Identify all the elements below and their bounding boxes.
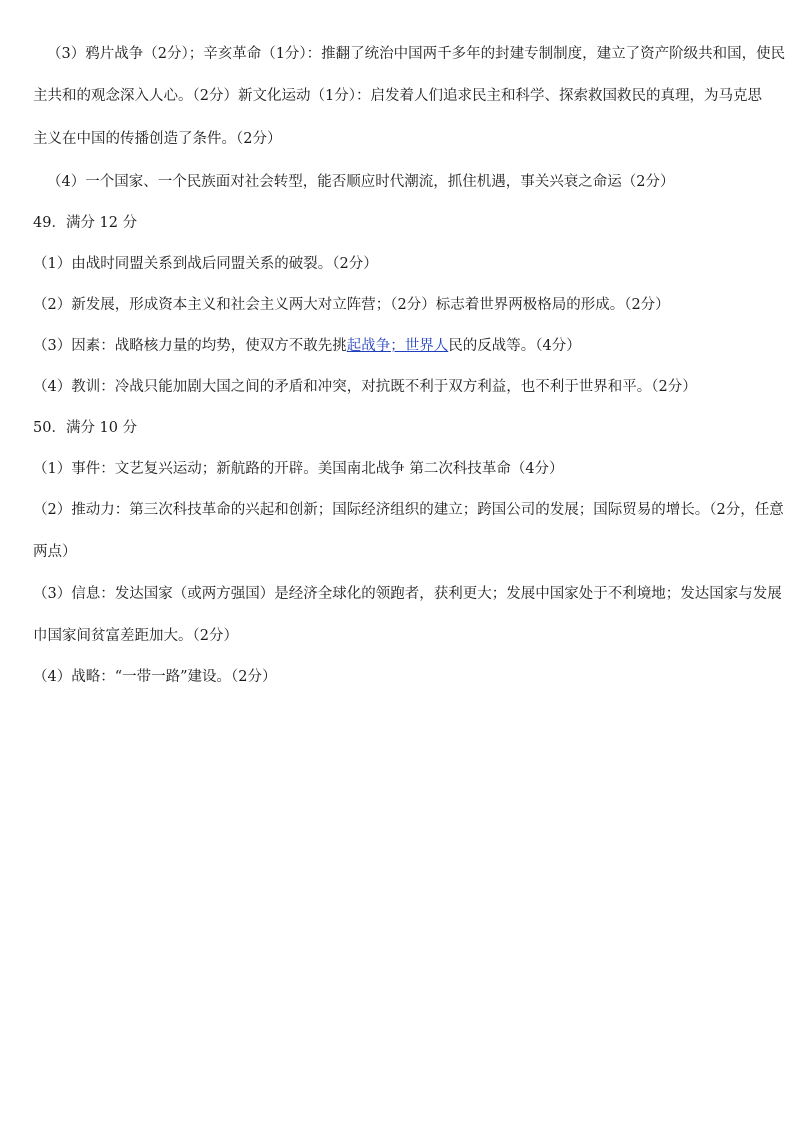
q49-part1: （1）由战时同盟关系到战后同盟关系的破裂。（2分） bbox=[33, 256, 378, 272]
q49-part3-text-before: （3）因素：战略核力量的均势，使双方不敢先挑 bbox=[33, 338, 347, 354]
q50-part3-line1: （3）信息：发达国家（或两方强国）是经济全球化的领跑者，获利更大；发展中国家处于不利境地；发达国家与发展 bbox=[33, 586, 782, 602]
q48-part3-line2: 主共和的观念深入人心。（2分）新文化运动（1分）：启发着人们追求民主和科学、探索救国救民的真理，为马克思 bbox=[33, 88, 762, 104]
q50-header: 50．满分 10 分 bbox=[33, 420, 138, 436]
q48-part3-line3: 主义在中国的传播创造了条件。（2分） bbox=[33, 131, 282, 147]
q48-part4: （4）一个国家、一个民族面对社会转型，能否顺应时代潮流，抓住机遇，事关兴衰之命运（2分） bbox=[47, 174, 675, 190]
q50-part2-line2: 两点） bbox=[33, 544, 77, 560]
q50-part3-line2: 巾国家间贫富差距加大。（2分） bbox=[33, 628, 238, 644]
q50-part4: （4）战略：“一带一路”建设。（2分） bbox=[33, 669, 277, 685]
q50-part2-line1: （2）推动力：第三次科技革命的兴起和创新；国际经济组织的建立；跨国公司的发展；国际贸易的增长。（2分，任意 bbox=[33, 502, 784, 518]
q49-part3 bbox=[33, 336, 763, 356]
q49-part3-text-after: 民的反战等。（4分） bbox=[448, 338, 581, 354]
q50-part1: （1）事件：文艺复兴运动；新航路的开辟。美国南北战争 第二次科技革命（4分） bbox=[33, 461, 564, 477]
q48-part3-line1: （3）鸦片战争（2分）；辛亥革命（1分）：推翻了统治中国两千多年的封建专制制度，建立了资产阶级共和国，使民 bbox=[47, 46, 786, 62]
q49-part3-link[interactable]: 起战争；世界人 bbox=[346, 338, 449, 354]
q49-part4: （4）教训：冷战只能加剧大国之间的矛盾和冲突，对抗既不利于双方利益，也不利于世界和平。（2分） bbox=[33, 379, 697, 395]
q49-header: 49．满分 12 分 bbox=[33, 215, 138, 231]
answer-page bbox=[33, 44, 786, 687]
q49-part2: （2）新发展，形成资本主义和社会主义两大对立阵营；（2分）标志着世界两极格局的形成。（2分） bbox=[33, 297, 670, 313]
